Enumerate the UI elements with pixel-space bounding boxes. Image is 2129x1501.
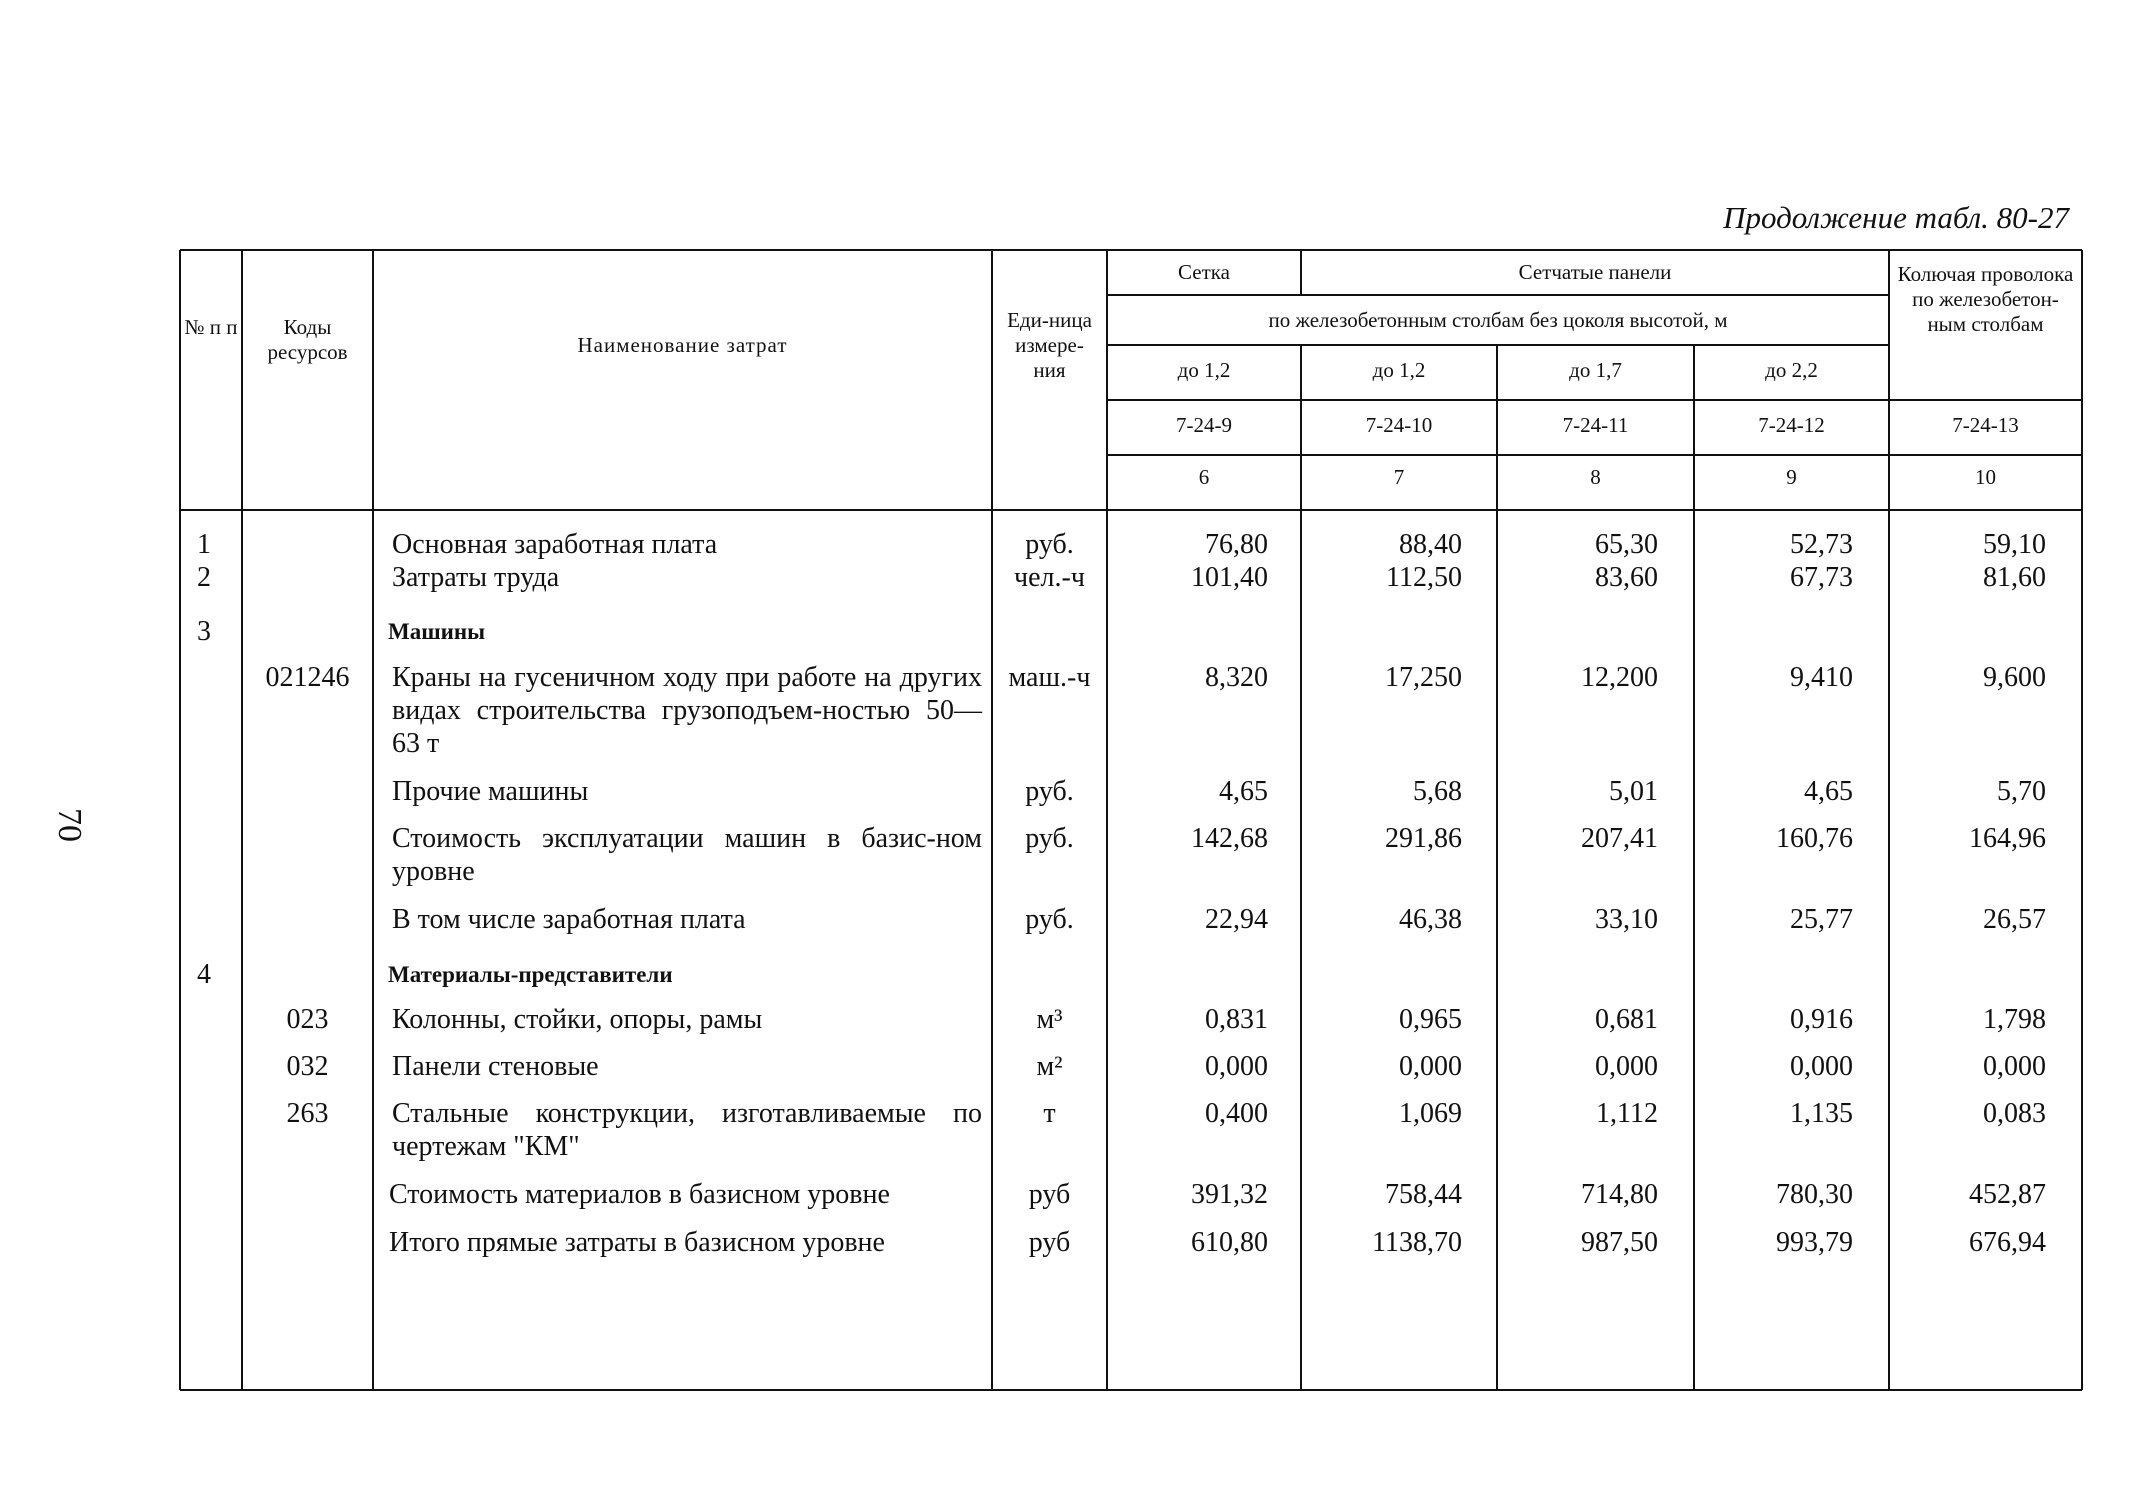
header-unit: Еди-ница измере-ния: [1007, 308, 1092, 383]
row-value: 610,80: [1191, 1227, 1268, 1258]
page-number: 70: [51, 808, 88, 842]
row-value: 25,77: [1790, 904, 1853, 935]
header-norm-code: 7-24-11: [1562, 413, 1629, 437]
row-value: 26,57: [1983, 904, 2046, 935]
row-value: 17,250: [1385, 662, 1462, 693]
header-height: до 1,2: [1177, 358, 1231, 382]
row-name: Стальные конструкции, изготавливаемые по чертежам "КМ": [392, 1098, 982, 1162]
row-unit: руб.: [1025, 529, 1074, 560]
row-name: Стоимость эксплуатации машин в базис-ном уровне: [392, 823, 982, 887]
row-value: 142,68: [1191, 823, 1268, 854]
row-value: 4,65: [1219, 776, 1268, 807]
row-value: 4,65: [1804, 776, 1853, 807]
row-value: 12,200: [1581, 662, 1658, 693]
row-value: 0,400: [1205, 1098, 1268, 1129]
row-value: 5,68: [1413, 776, 1462, 807]
row-value: 65,30: [1595, 529, 1658, 560]
header-height: до 2,2: [1765, 358, 1818, 382]
row-value: 758,44: [1385, 1179, 1462, 1210]
header-column-number: 6: [1198, 465, 1210, 489]
row-value: 0,000: [1399, 1051, 1462, 1082]
header-resource-codes: Коды ресурсов: [267, 315, 348, 365]
row-value: 83,60: [1595, 562, 1658, 593]
row-value: 780,30: [1776, 1179, 1853, 1210]
header-group-wire: Колючая проволока по железобетон-ным столбам: [1897, 262, 2074, 337]
row-resource-code: 021246: [265, 662, 350, 693]
row-unit: руб: [1028, 1179, 1071, 1210]
row-value: 207,41: [1581, 823, 1658, 854]
header-norm-code: 7-24-9: [1176, 413, 1232, 437]
row-value: 81,60: [1983, 562, 2046, 593]
row-resource-code: 023: [286, 1004, 329, 1035]
header-number: № п п: [184, 315, 238, 339]
row-name: Итого прямые затраты в базисном уровне: [389, 1227, 885, 1258]
row-value: 452,87: [1969, 1179, 2046, 1210]
row-value: 59,10: [1983, 529, 2046, 560]
row-unit: руб: [1028, 1227, 1071, 1258]
row-value: 8,320: [1205, 662, 1268, 693]
row-resource-code: 263: [286, 1098, 329, 1129]
row-unit: руб.: [1025, 823, 1074, 854]
row-value: 1,112: [1596, 1098, 1658, 1129]
row-value: 391,32: [1191, 1179, 1268, 1210]
row-value: 0,000: [1595, 1051, 1658, 1082]
row-name: В том числе заработная плата: [392, 904, 746, 935]
row-value: 0,965: [1399, 1004, 1462, 1035]
row-value: 1,135: [1790, 1098, 1853, 1129]
row-number: 4: [197, 959, 211, 990]
row-unit: маш.-ч: [1008, 662, 1091, 693]
header-column-number: 9: [1786, 465, 1797, 489]
row-value: 0,916: [1790, 1004, 1853, 1035]
row-number: 3: [197, 616, 211, 647]
header-group-setka: Сетка: [1178, 260, 1230, 284]
header-column-number: 10: [1975, 465, 1996, 489]
row-unit: руб.: [1025, 776, 1074, 807]
row-value: 1138,70: [1372, 1227, 1462, 1258]
row-name: Прочие машины: [392, 776, 589, 807]
row-unit: чел.-ч: [1014, 562, 1085, 593]
row-name: Колонны, стойки, опоры, рамы: [392, 1004, 763, 1035]
row-number: 1: [197, 529, 211, 560]
row-name: Основная заработная плата: [392, 529, 718, 560]
header-subgroup: по железобетонным столбам без цоколя высотой, м: [1268, 308, 1728, 332]
row-value: 101,40: [1191, 562, 1268, 593]
row-name: Затраты труда: [392, 562, 560, 593]
row-value: 0,831: [1205, 1004, 1268, 1035]
header-norm-code: 7-24-10: [1365, 413, 1433, 437]
table-caption: Продолжение табл. 80-27: [1723, 200, 2069, 235]
row-value: 9,600: [1983, 662, 2046, 693]
header-group-panels: Сетчатые панели: [1518, 260, 1672, 284]
row-value: 164,96: [1969, 823, 2046, 854]
row-value: 160,76: [1776, 823, 1853, 854]
header-cost-name: Наименование затрат: [577, 333, 788, 357]
row-value: 676,94: [1969, 1227, 2046, 1258]
row-value: 993,79: [1776, 1227, 1853, 1258]
row-value: 52,73: [1790, 529, 1853, 560]
row-unit: т: [1043, 1098, 1056, 1129]
row-name: Стоимость материалов в базисном уровне: [389, 1179, 890, 1210]
header-column-number: 8: [1590, 465, 1601, 489]
row-value: 0,000: [1205, 1051, 1268, 1082]
row-value: 88,40: [1399, 529, 1462, 560]
row-value: 714,80: [1581, 1179, 1658, 1210]
row-value: 33,10: [1595, 904, 1658, 935]
row-unit: м²: [1036, 1051, 1063, 1082]
row-name: Краны на гусеничном ходу при работе на других видах строительства грузоподъем-ностью 50—63 т: [392, 662, 982, 759]
header-norm-code: 7-24-12: [1758, 413, 1825, 437]
row-value: 22,94: [1205, 904, 1268, 935]
row-value: 76,80: [1205, 529, 1268, 560]
row-value: 987,50: [1581, 1227, 1658, 1258]
header-height: до 1,7: [1569, 358, 1622, 382]
row-value: 1,798: [1983, 1004, 2046, 1035]
row-resource-code: 032: [286, 1051, 329, 1082]
row-value: 0,000: [1983, 1051, 2046, 1082]
row-value: 1,069: [1399, 1098, 1462, 1129]
section-heading-materials: Материалы-представители: [388, 962, 673, 987]
row-value: 9,410: [1790, 662, 1853, 693]
row-value: 67,73: [1790, 562, 1853, 593]
row-value: 0,083: [1983, 1098, 2046, 1129]
row-value: 0,681: [1595, 1004, 1658, 1035]
header-column-number: 7: [1393, 465, 1405, 489]
row-unit: руб.: [1025, 904, 1074, 935]
row-value: 5,01: [1609, 776, 1658, 807]
row-value: 0,000: [1790, 1051, 1853, 1082]
row-unit: м³: [1036, 1004, 1063, 1035]
row-value: 112,50: [1386, 562, 1462, 593]
section-heading-machines: Машины: [388, 619, 486, 644]
row-number: 2: [197, 562, 211, 593]
header-height: до 1,2: [1372, 358, 1426, 382]
row-name: Панели стеновые: [392, 1051, 599, 1082]
row-value: 5,70: [1997, 776, 2046, 807]
row-value: 291,86: [1385, 823, 1462, 854]
row-value: 46,38: [1399, 904, 1462, 935]
header-norm-code: 7-24-13: [1952, 413, 2019, 437]
